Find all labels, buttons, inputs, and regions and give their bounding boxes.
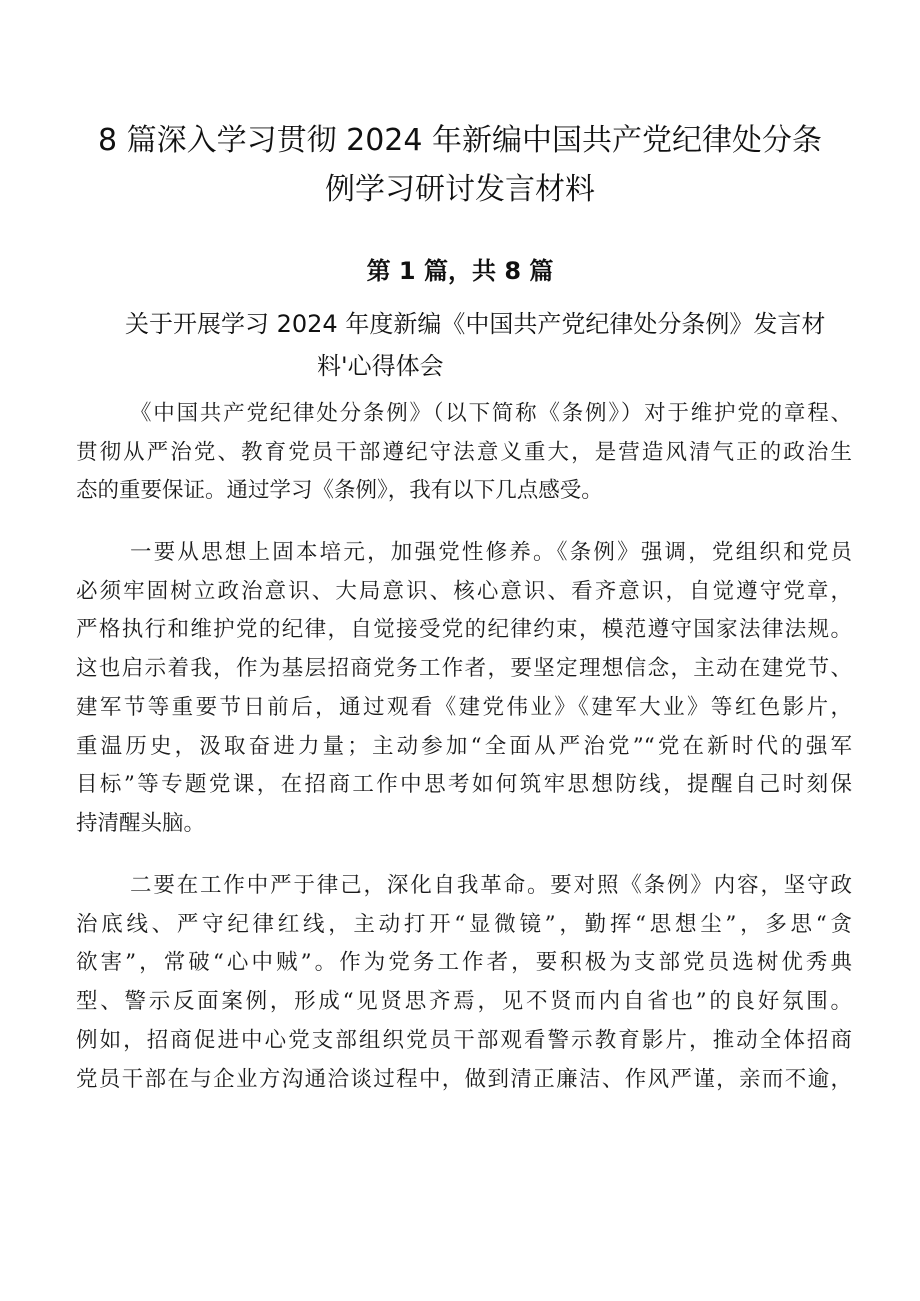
- article-title: [125, 303, 865, 387]
- paragraph-line: 一要从思想上固本培元，加强党性修养。《条例》强调，党组织和党员: [130, 540, 852, 565]
- paragraph-line: 二要在工作中严于律己，深化自我革命。要对照《条例》内容，坚守政: [130, 873, 852, 898]
- paragraph-point-one: [76, 534, 852, 844]
- document-title-line-1: 8 篇深入学习贯彻 2024 年新编中国共产党纪律处分条: [97, 123, 823, 158]
- paragraph-line: 型、警示反面案例，形成“见贤思齐焉，见不贤而内自省也”的良好氛围。: [76, 989, 852, 1015]
- paragraph-line: 这也启示着我，作为基层招商党务工作者，要坚定理想信念，主动在建党节、: [76, 656, 852, 682]
- paragraph-line: 例如，招商促进中心党支部组织党员干部观看警示教育影片，推动全体招商: [76, 1027, 852, 1053]
- part-label: 第 1 篇，共 8 篇: [366, 257, 554, 285]
- paragraph-line: 贯彻从严治党、教育党员干部遵纪守法意义重大，是营造风清气正的政治生: [76, 439, 852, 465]
- paragraph-line: 目标”等专题党课，在招商工作中思考如何筑牢思想防线，提醒自己时刻保: [76, 772, 852, 798]
- paragraph-line: 重温历史，汲取奋进力量；主动参加“全面从严治党”“党在新时代的强军: [76, 733, 852, 759]
- article-title-line-2: 料'心得体会: [317, 352, 444, 380]
- paragraph-point-two: [76, 867, 852, 1099]
- paragraph-line: 治底线、严守纪律红线，主动打开“显微镜”，勤挥“思想尘”，多思“贪: [76, 911, 852, 937]
- document-title-line-2: 例学习研讨发言材料: [325, 172, 595, 207]
- paragraph-line: 《中国共产党纪律处分条例》（以下简称《条例》）对于维护党的章程、: [130, 401, 852, 426]
- paragraph-line: 态的重要保证。通过学习《条例》，我有以下几点感受。: [76, 478, 603, 504]
- paragraph-line: 党员干部在与企业方沟通洽谈过程中，做到清正廉洁、作风严谨，亲而不逾，: [76, 1066, 852, 1092]
- document-title: [60, 116, 860, 214]
- paragraph-line: 持清醒头脑。: [76, 810, 206, 836]
- paragraph-line: 建军节等重要节日前后，通过观看《建党伟业》《建军大业》等红色影片，: [76, 694, 852, 720]
- paragraph-line: 严格执行和维护党的纪律，自觉接受党的纪律约束，模范遵守国家法律法规。: [76, 617, 852, 643]
- paragraph-line: 必须牢固树立政治意识、大局意识、核心意识、看齐意识，自觉遵守党章，: [76, 578, 852, 604]
- paragraph-intro: [76, 395, 852, 511]
- article-title-line-1: 关于开展学习 2024 年度新编《中国共产党纪律处分条例》发言材: [125, 310, 826, 338]
- paragraph-line: 欲害”，常破“心中贼”。作为党务工作者，要积极为支部党员选树优秀典: [76, 950, 852, 976]
